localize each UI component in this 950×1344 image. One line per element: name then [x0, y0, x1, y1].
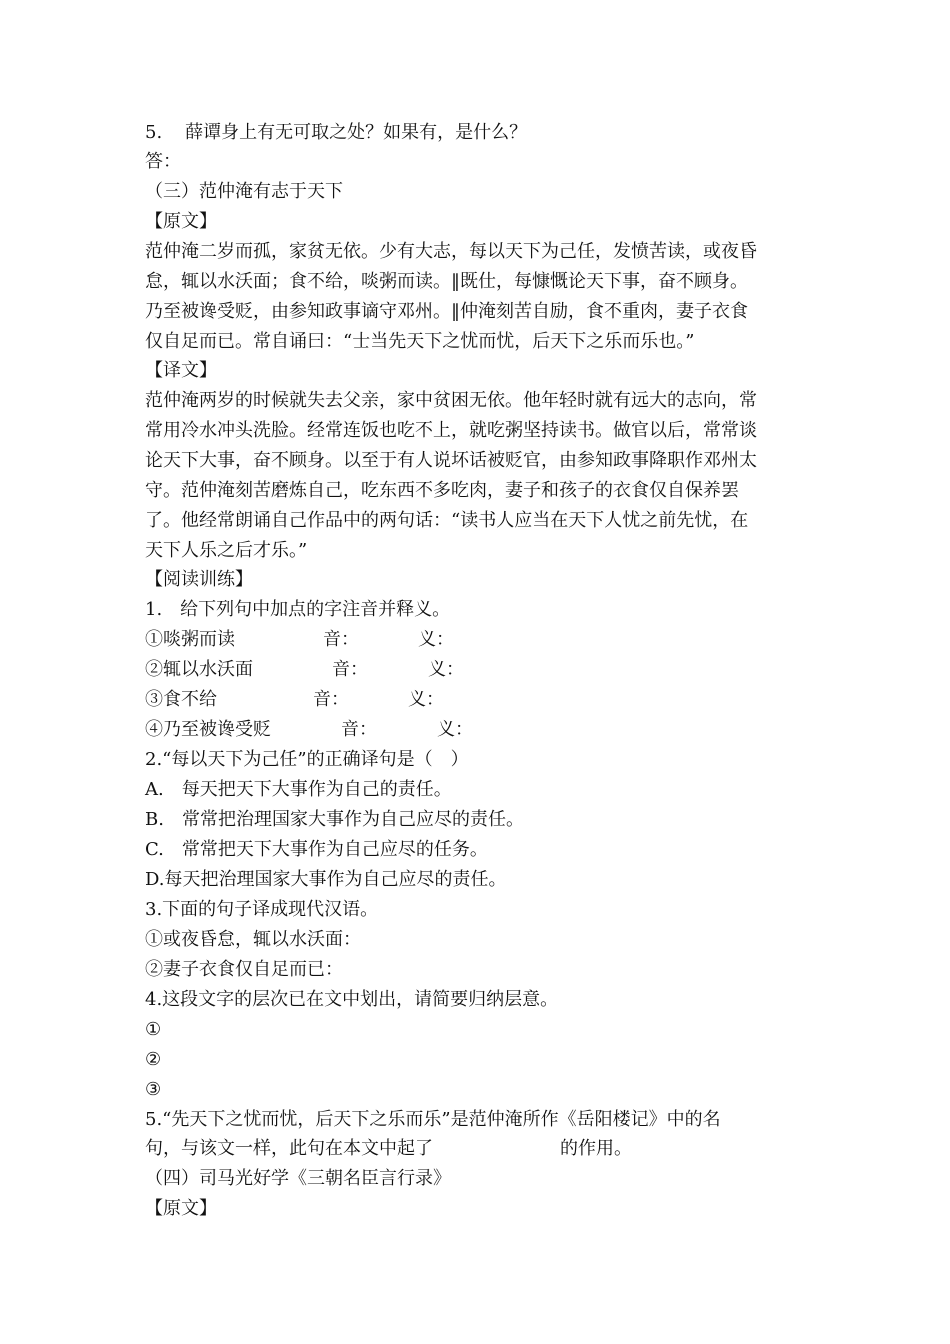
orig-line: 乃至被谗受贬，由参知政事谪守邓州。‖仲淹刻苦自励，食不重肉，妻子衣食: [145, 301, 748, 322]
question-3-title: 3.下面的句子译成现代汉语。: [145, 899, 379, 920]
q1-item: [145, 715, 805, 745]
trans-line: 天下人乐之后才乐。”: [145, 540, 308, 561]
q1-item: [145, 685, 805, 715]
q2-option-c: C. 常常把天下大事作为自己应尽的任务。: [145, 839, 488, 860]
trans-line: 守。范仲淹刻苦磨炼自己，吃东西不多吃肉，妻子和孩子的衣食仅自保养罢: [145, 480, 739, 501]
question-2-title: 2.“每以天下为己任”的正确译句是（ ）: [145, 749, 469, 770]
q1-yi-label: 义：: [408, 689, 444, 710]
q1-yi-label: 义：: [437, 719, 473, 740]
question-1-title: 1. 给下列句中加点的字注音并释义。: [145, 599, 451, 620]
q5-line2-end: 的作用。: [560, 1138, 632, 1159]
q1-yin-label: 音：: [323, 629, 359, 650]
question-text: 薛谭身上有无可取之处？如果有，是什么？: [185, 122, 528, 143]
q3-item: ①或夜昏怠，辄以水沃面：: [145, 929, 361, 950]
trans-line: 论天下大事，奋不顾身。以至于有人说坏话被贬官，由参知政事降职作邓州太: [145, 450, 757, 471]
q1-yin-label: 音：: [313, 689, 349, 710]
answer-label: 答：: [145, 151, 181, 172]
orig-line: 怠，辄以水沃面；食不给，啖粥而读。‖既仕，每慷慨论天下事，奋不顾身。: [145, 271, 748, 292]
q1-phrase: ④乃至被谗受贬: [145, 719, 271, 740]
orig-line: 仅自足而已。常自诵曰：“士当先天下之忧而忧，后天下之乐而乐也。”: [145, 331, 695, 352]
question-5-line2: [145, 1134, 805, 1164]
q1-item: [145, 655, 805, 685]
q1-yin-label: 音：: [341, 719, 377, 740]
q2-option-d: D.每天把治理国家大事作为自己应尽的责任。: [145, 869, 507, 890]
q4-item: ①: [145, 1019, 162, 1040]
q2-option-b: B. 常常把治理国家大事作为自己应尽的责任。: [145, 809, 524, 830]
question-5-prev: [145, 118, 805, 148]
q4-item: ②: [145, 1049, 162, 1070]
q2-option-a: A. 每天把天下大事作为自己的责任。: [145, 779, 452, 800]
question-number: 5.: [145, 122, 163, 143]
question-4-title: 4.这段文字的层次已在文中划出，请简要归纳层意。: [145, 989, 559, 1010]
trans-line: 了。他经常朗诵自己作品中的两句话：“读书人应当在天下人忧之前先忧，在: [145, 510, 749, 531]
section4-title: （四）司马光好学《三朝名臣言行录》: [145, 1168, 451, 1189]
q3-item: ②妻子衣食仅自足而已：: [145, 959, 343, 980]
q1-item: [145, 625, 805, 655]
q4-item: ③: [145, 1079, 162, 1100]
q1-yin-label: 音：: [332, 659, 368, 680]
trans-line: 范仲淹两岁的时候就失去父亲，家中贫困无依。他年轻时就有远大的志向，常: [145, 390, 757, 411]
trans-line: 常用冷水冲头洗脸。经常连饭也吃不上，就吃粥坚持读书。做官以后，常常谈: [145, 420, 757, 441]
section3-train-head: 【阅读训练】: [145, 569, 253, 590]
q1-phrase: ①啖粥而读: [145, 629, 235, 650]
orig-line: 范仲淹二岁而孤，家贫无依。少有大志，每以天下为己任，发愤苦读，或夜昏: [145, 241, 757, 262]
q1-yi-label: 义：: [428, 659, 464, 680]
question-5-line1: 5.“先天下之忧而忧，后天下之乐而乐”是范仲淹所作《岳阳楼记》中的名: [145, 1109, 721, 1130]
q1-yi-label: 义：: [418, 629, 454, 650]
q5-line2-start: 句，与该文一样，此句在本文中起了: [145, 1138, 433, 1159]
section3-trans-head: 【译文】: [145, 360, 217, 381]
q1-phrase: ③食不给: [145, 689, 217, 710]
section3-title: （三）范仲淹有志于天下: [145, 181, 343, 202]
q1-phrase: ②辄以水沃面: [145, 659, 253, 680]
section4-orig-head: 【原文】: [145, 1198, 217, 1219]
section3-orig-head: 【原文】: [145, 211, 217, 232]
